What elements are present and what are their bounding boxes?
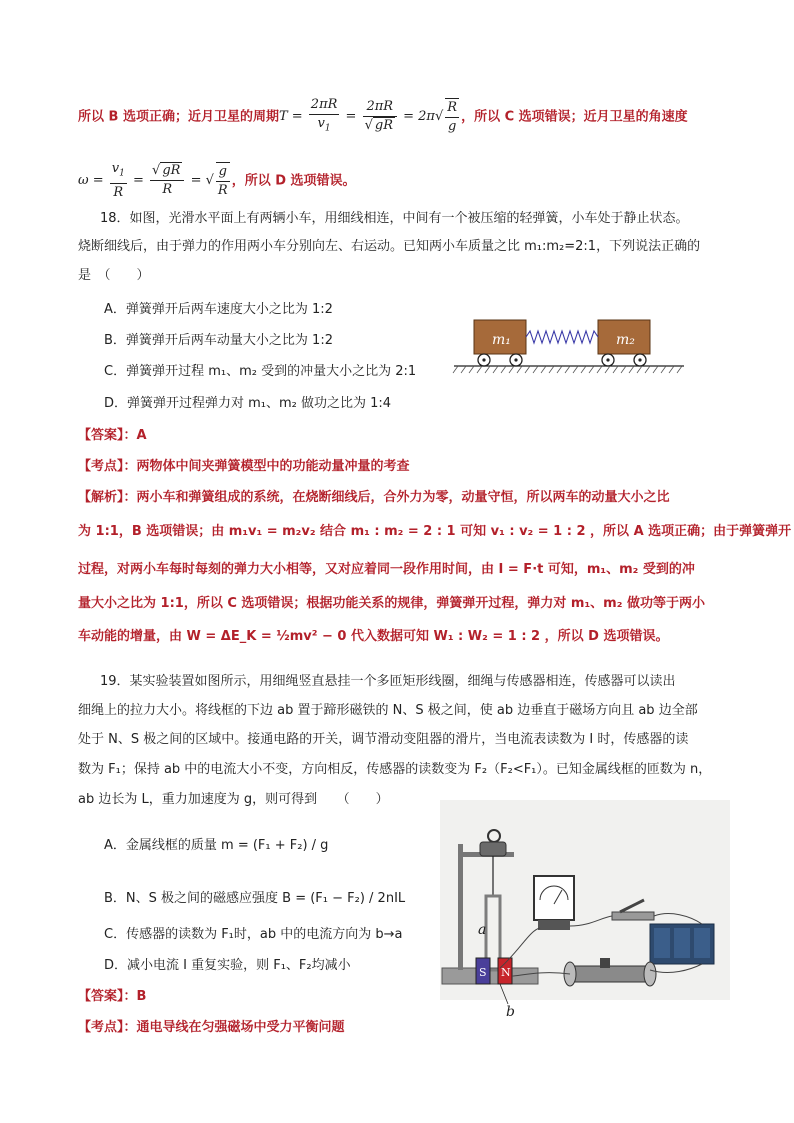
q18-analysis-line-2: 为 1:1，B 选项错误；由 m₁v₁ = m₂v₂ 结合 m₁ : m₂ = 2 : 1 可知 v₁ : v₂ = 1 : 2 ，所以 A 选项正确；由于弹簧弹开 [78, 524, 792, 539]
experiment-apparatus-figure [440, 800, 730, 1022]
q18-stem-line-2: 烧断细线后，由于弹力的作用两小车分别向左、右运动。已知两小车质量之比 m₁:m₂=2:1，下列说法正确的 [78, 239, 701, 254]
prev-text-1b: ，所以 C 选项错误；近月卫星的角速度 [461, 109, 688, 125]
q19-answer [78, 987, 146, 1007]
carts-spring-figure [452, 316, 688, 382]
wheels [478, 354, 646, 366]
label-n: N [501, 966, 511, 979]
point-label: 【考点】： [78, 459, 137, 474]
answer-value: A [136, 428, 147, 443]
point-label-19: 【考点】： [78, 1020, 137, 1035]
q18-point [78, 457, 410, 477]
point-value: 两物体中间夹弹簧模型中的功能动量冲量的考查 [136, 459, 410, 474]
prev-answer-line-1 [78, 96, 688, 138]
q18-option-b: B．弹簧弹开后两车动量大小之比为 1:2 [104, 333, 333, 348]
q18-analysis-line-4: 量大小之比为 1:1，所以 C 选项错误；根据功能关系的规律，弹簧弹开过程，弹力对 m₁、m₂ 做功等于两小 [78, 596, 705, 611]
q19-stem-line-1: 19．某实验装置如图所示，用细绳竖直悬挂一个多匝矩形线圈，细绳与传感器相连，传感器可以读出 [100, 674, 676, 689]
spring [526, 331, 598, 343]
answer-label-19: 【答案】： [78, 989, 137, 1004]
omega-formula: ω = $\frac{v_1}{R}$ = $\frac{√ gR}{R}$ = √ $\frac{g}{R}$ [78, 161, 228, 200]
q18-stem-line-1: 18．如图，光滑水平面上有两辆小车，用细线相连，中间有一个被压缩的轻弹簧，小车处于静止状态。 [100, 211, 689, 226]
cart-m2-label: m₂ [616, 332, 635, 348]
q19-option-a: A．金属线框的质量 m = (F₁ + F₂) / g [104, 838, 329, 853]
q19-stem-line-5: ab 边长为 L，重力加速度为 g，则可得到 （ ） [78, 792, 389, 807]
q19-option-c: C．传感器的读数为 F₁时，ab 中的电流方向为 b→a [104, 927, 403, 942]
analysis-text-1: 两小车和弹簧组成的系统，在烧断细线后，合外力为零，动量守恒，所以两车的动量大小之比 [136, 490, 670, 505]
q19-stem-line-4: 数为 F₁；保持 ab 中的电流大小不变，方向相反，传感器的读数变为 F₂（F₂<F₁）。已知金属线框的匝数为 n， [78, 762, 712, 777]
q19-option-b: B．N、S 极之间的磁感应强度 B = (F₁ − F₂) / 2nIL [104, 891, 406, 906]
answer-value-19: B [136, 989, 147, 1004]
q18-stem-line-3: 是 （ ） [78, 268, 150, 283]
force-sensor [480, 842, 506, 856]
rheostat [570, 966, 650, 982]
q19-stem-line-2: 细绳上的拉力大小。将线框的下边 ab 置于蹄形磁铁的 N、S 极之间，使 ab 边垂直于磁场方向且 ab 边全部 [78, 703, 698, 718]
point-value-19: 通电导线在匀强磁场中受力平衡问题 [136, 1020, 345, 1035]
knife-switch [612, 912, 654, 920]
q18-option-a: A．弹簧弹开后两车速度大小之比为 1:2 [104, 302, 333, 317]
q18-option-c: C．弹簧弹开过程 m₁、m₂ 受到的冲量大小之比为 2:1 [104, 364, 417, 379]
q18-analysis-line-5: 车动能的增量，由 W = ΔE_K = ½mv² − 0 代入数据可知 W₁ : W₂ = 1 : 2 ，所以 D 选项错误。 [78, 629, 669, 644]
period-formula: T = $\frac{2\pi R}{v_1}$ = $\frac{2\pi R}{√ gR}$ = 2π√ $\frac{R}{g}$ [278, 97, 458, 134]
prev-text-1a: 所以 B 选项正确；近月卫星的周期 [78, 109, 279, 125]
stand-rod [458, 844, 463, 970]
label-a: a [478, 922, 487, 938]
q19-stem-line-3: 处于 N、S 极之间的区域中。接通电路的开关，调节滑动变阻器的滑片，当电流表读数为 I 时，传感器的读 [78, 732, 689, 747]
cart-m1-label: m₁ [492, 332, 511, 348]
q18-analysis-line-3: 过程，对两小车每时每刻的弹力大小相等，又对应着同一段作用时间，由 I = F·t 可知，m₁、m₂ 受到的冲 [78, 562, 695, 577]
q19-point [78, 1018, 345, 1038]
analysis-label: 【解析】： [78, 490, 137, 505]
label-s: S [479, 966, 487, 979]
q19-option-d: D．减小电流 I 重复实验，则 F₁、F₂均减小 [104, 958, 351, 973]
prev-answer-line-2 [78, 160, 356, 202]
label-b: b [506, 1004, 515, 1020]
answer-label: 【答案】： [78, 428, 137, 443]
prev-text-2b: ，所以 D 选项错误。 [231, 173, 356, 189]
q18-answer [78, 426, 147, 446]
q18-analysis-line-1 [78, 488, 670, 508]
q18-option-d: D．弹簧弹开过程弹力对 m₁、m₂ 做功之比为 1:4 [104, 396, 392, 411]
